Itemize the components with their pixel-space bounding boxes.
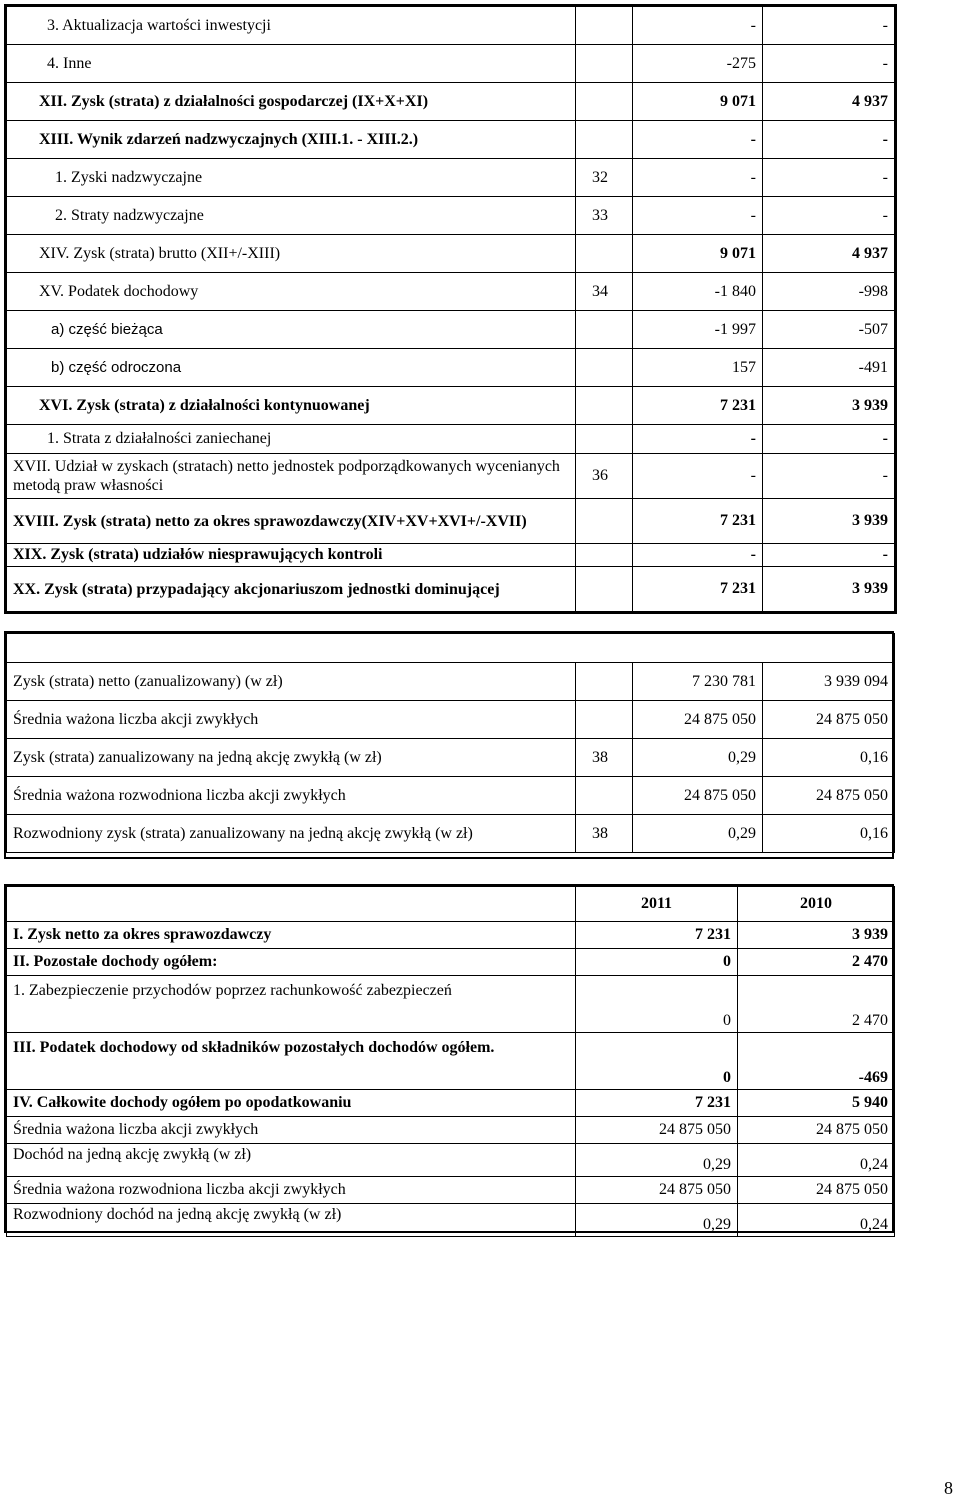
- row-note: [576, 45, 633, 83]
- value-2011: 7 231: [576, 922, 738, 949]
- value-2011: 157: [633, 349, 763, 387]
- value-2010: 5 940: [738, 1090, 895, 1117]
- value-2010: 4 937: [763, 235, 895, 273]
- row-label: XIV. Zysk (strata) brutto (XII+/-XIII): [7, 235, 576, 273]
- row-label: Średnia ważona rozwodniona liczba akcji zwykłych: [7, 1177, 576, 1204]
- table-row: [7, 83, 895, 121]
- row-label: XVI. Zysk (strata) z działalności kontynuowanej: [7, 387, 576, 425]
- row-note: [576, 425, 633, 454]
- table-row: [7, 976, 895, 1033]
- value-2011: -: [633, 7, 763, 45]
- value-2011: -: [633, 425, 763, 454]
- row-note: [576, 387, 633, 425]
- row-label: XV. Podatek dochodowy: [7, 273, 576, 311]
- row-note: 38: [576, 739, 633, 777]
- value-2010: -: [763, 425, 895, 454]
- value-2011: 9 071: [633, 83, 763, 121]
- table-row: [7, 197, 895, 235]
- row-note: [576, 701, 633, 739]
- table-row: [7, 1117, 895, 1144]
- empty-cell: [7, 634, 895, 663]
- value-2011: -1 840: [633, 273, 763, 311]
- table-row: [7, 7, 895, 45]
- table-row: [7, 922, 895, 949]
- value-2011: 24 875 050: [576, 1177, 738, 1204]
- value-2011: 7 231: [633, 567, 763, 612]
- row-note: 34: [576, 273, 633, 311]
- value-2010: -: [763, 7, 895, 45]
- row-note: 33: [576, 197, 633, 235]
- value-2011: 7 230 781: [633, 663, 763, 701]
- row-label: 1. Zyski nadzwyczajne: [7, 159, 576, 197]
- value-2010: 24 875 050: [738, 1177, 895, 1204]
- value-2010: 0,16: [763, 815, 895, 853]
- value-2011: -: [633, 454, 763, 499]
- row-label: III. Podatek dochodowy od składników pozostałych dochodów ogółem.: [7, 1033, 576, 1090]
- row-label: 2. Straty nadzwyczajne: [7, 197, 576, 235]
- value-2010: 3 939: [763, 567, 895, 612]
- table-row: [7, 567, 895, 612]
- row-label: b) część odroczona: [7, 349, 576, 387]
- row-label: I. Zysk netto za okres sprawozdawczy: [7, 922, 576, 949]
- row-note: [576, 544, 633, 567]
- value-2010: 4 937: [763, 83, 895, 121]
- table-row: [7, 1033, 895, 1090]
- row-label: XX. Zysk (strata) przypadający akcjonariuszom jednostki dominującej: [7, 567, 576, 612]
- value-2011: 7 231: [576, 1090, 738, 1117]
- value-2010: -507: [763, 311, 895, 349]
- value-2010: -998: [763, 273, 895, 311]
- value-2010: 3 939: [763, 499, 895, 544]
- income-statement-table: [6, 6, 895, 612]
- value-2011: -275: [633, 45, 763, 83]
- row-note: [576, 311, 633, 349]
- table-row: [7, 701, 895, 739]
- row-label: Zysk (strata) zanualizowany na jedną akcję zwykłą (w zł): [7, 739, 576, 777]
- row-label: XIX. Zysk (strata) udziałów niesprawujących kontroli: [7, 544, 576, 567]
- value-2011: 24 875 050: [576, 1117, 738, 1144]
- row-note: [576, 567, 633, 612]
- value-2010: -: [763, 544, 895, 567]
- value-2010: 0,24: [738, 1204, 895, 1237]
- row-note: [576, 777, 633, 815]
- row-note: [576, 663, 633, 701]
- spacer-row: [7, 634, 895, 663]
- comprehensive-income-table: [6, 886, 895, 1237]
- value-2011: 0,29: [576, 1144, 738, 1177]
- row-label: 3. Aktualizacja wartości inwestycji: [7, 7, 576, 45]
- row-label: 4. Inne: [7, 45, 576, 83]
- row-label: XIII. Wynik zdarzeń nadzwyczajnych (XIII.1. - XIII.2.): [7, 121, 576, 159]
- value-2011: -: [633, 197, 763, 235]
- value-2011: 7 231: [633, 387, 763, 425]
- table-row: [7, 499, 895, 544]
- table-row: [7, 273, 895, 311]
- table-row: [7, 949, 895, 976]
- value-2010: 24 875 050: [763, 777, 895, 815]
- value-2010: 3 939 094: [763, 663, 895, 701]
- value-2010: -: [763, 159, 895, 197]
- table-row: [7, 454, 895, 499]
- row-label: Średnia ważona rozwodniona liczba akcji zwykłych: [7, 777, 576, 815]
- row-note: 38: [576, 815, 633, 853]
- table-row: [7, 159, 895, 197]
- row-note: [576, 83, 633, 121]
- row-note: 36: [576, 454, 633, 499]
- table-row: [7, 311, 895, 349]
- table-row: [7, 1144, 895, 1177]
- row-note: 32: [576, 159, 633, 197]
- value-2010: -469: [738, 1033, 895, 1090]
- table-row: [7, 235, 895, 273]
- row-label: XVII. Udział w zyskach (stratach) netto jednostek podporządkowanych wycenianych metodą praw własności: [7, 454, 576, 499]
- row-label: Zysk (strata) netto (zanualizowany) (w zł): [7, 663, 576, 701]
- value-2011: 0,29: [633, 815, 763, 853]
- value-2010: 0,16: [763, 739, 895, 777]
- year-header-2011: 2011: [576, 887, 738, 922]
- row-note: [576, 349, 633, 387]
- value-2011: 9 071: [633, 235, 763, 273]
- table-row: [7, 45, 895, 83]
- row-label: Średnia ważona liczba akcji zwykłych: [7, 701, 576, 739]
- row-label: XVIII. Zysk (strata) netto za okres sprawozdawczy(XIV+XV+XVI+/-XVII): [7, 499, 576, 544]
- row-label: Rozwodniony zysk (strata) zanualizowany na jedną akcję zwykłą (w zł): [7, 815, 576, 853]
- row-label: 1. Zabezpieczenie przychodów poprzez rachunkowość zabezpieczeń: [7, 976, 576, 1033]
- table-row: [7, 425, 895, 454]
- row-label: Rozwodniony dochód na jedną akcję zwykłą (w zł): [7, 1204, 576, 1237]
- table-row: [7, 1177, 895, 1204]
- row-label: 1. Strata z działalności zaniechanej: [7, 425, 576, 454]
- value-2010: 24 875 050: [763, 701, 895, 739]
- value-2011: 7 231: [633, 499, 763, 544]
- table-row: [7, 1204, 895, 1237]
- empty-cell: [7, 887, 576, 922]
- value-2010: -: [763, 197, 895, 235]
- table-row: [7, 777, 895, 815]
- table-row: [7, 349, 895, 387]
- value-2010: 3 939: [763, 387, 895, 425]
- value-2010: 24 875 050: [738, 1117, 895, 1144]
- row-label: Średnia ważona liczba akcji zwykłych: [7, 1117, 576, 1144]
- table-row: [7, 544, 895, 567]
- header-row: [7, 887, 895, 922]
- table-row: [7, 1090, 895, 1117]
- row-note: [576, 121, 633, 159]
- value-2011: 0: [576, 949, 738, 976]
- row-note: [576, 499, 633, 544]
- value-2011: 0,29: [633, 739, 763, 777]
- value-2010: 2 470: [738, 949, 895, 976]
- row-note: [576, 235, 633, 273]
- page-number: 8: [944, 1478, 953, 1498]
- table-row: [7, 815, 895, 853]
- row-label: IV. Całkowite dochody ogółem po opodatkowaniu: [7, 1090, 576, 1117]
- table-row: [7, 121, 895, 159]
- row-label: II. Pozostałe dochody ogółem:: [7, 949, 576, 976]
- table-row: [7, 387, 895, 425]
- value-2011: -: [633, 544, 763, 567]
- row-label: XII. Zysk (strata) z działalności gospodarczej (IX+X+XI): [7, 83, 576, 121]
- value-2010: 0,24: [738, 1144, 895, 1177]
- value-2011: 0,29: [576, 1204, 738, 1237]
- value-2010: 3 939: [738, 922, 895, 949]
- value-2010: -: [763, 454, 895, 499]
- value-2010: -: [763, 45, 895, 83]
- value-2011: 0: [576, 976, 738, 1033]
- value-2011: -: [633, 159, 763, 197]
- value-2011: -1 997: [633, 311, 763, 349]
- table-row: [7, 663, 895, 701]
- value-2011: 24 875 050: [633, 777, 763, 815]
- eps-table: [6, 633, 895, 853]
- row-label: a) część bieżąca: [7, 311, 576, 349]
- value-2011: -: [633, 121, 763, 159]
- year-header-2010: 2010: [738, 887, 895, 922]
- value-2010: 2 470: [738, 976, 895, 1033]
- value-2011: 0: [576, 1033, 738, 1090]
- value-2010: -491: [763, 349, 895, 387]
- table-row: [7, 739, 895, 777]
- row-note: [576, 7, 633, 45]
- value-2010: -: [763, 121, 895, 159]
- row-label: Dochód na jedną akcję zwykłą (w zł): [7, 1144, 576, 1177]
- value-2011: 24 875 050: [633, 701, 763, 739]
